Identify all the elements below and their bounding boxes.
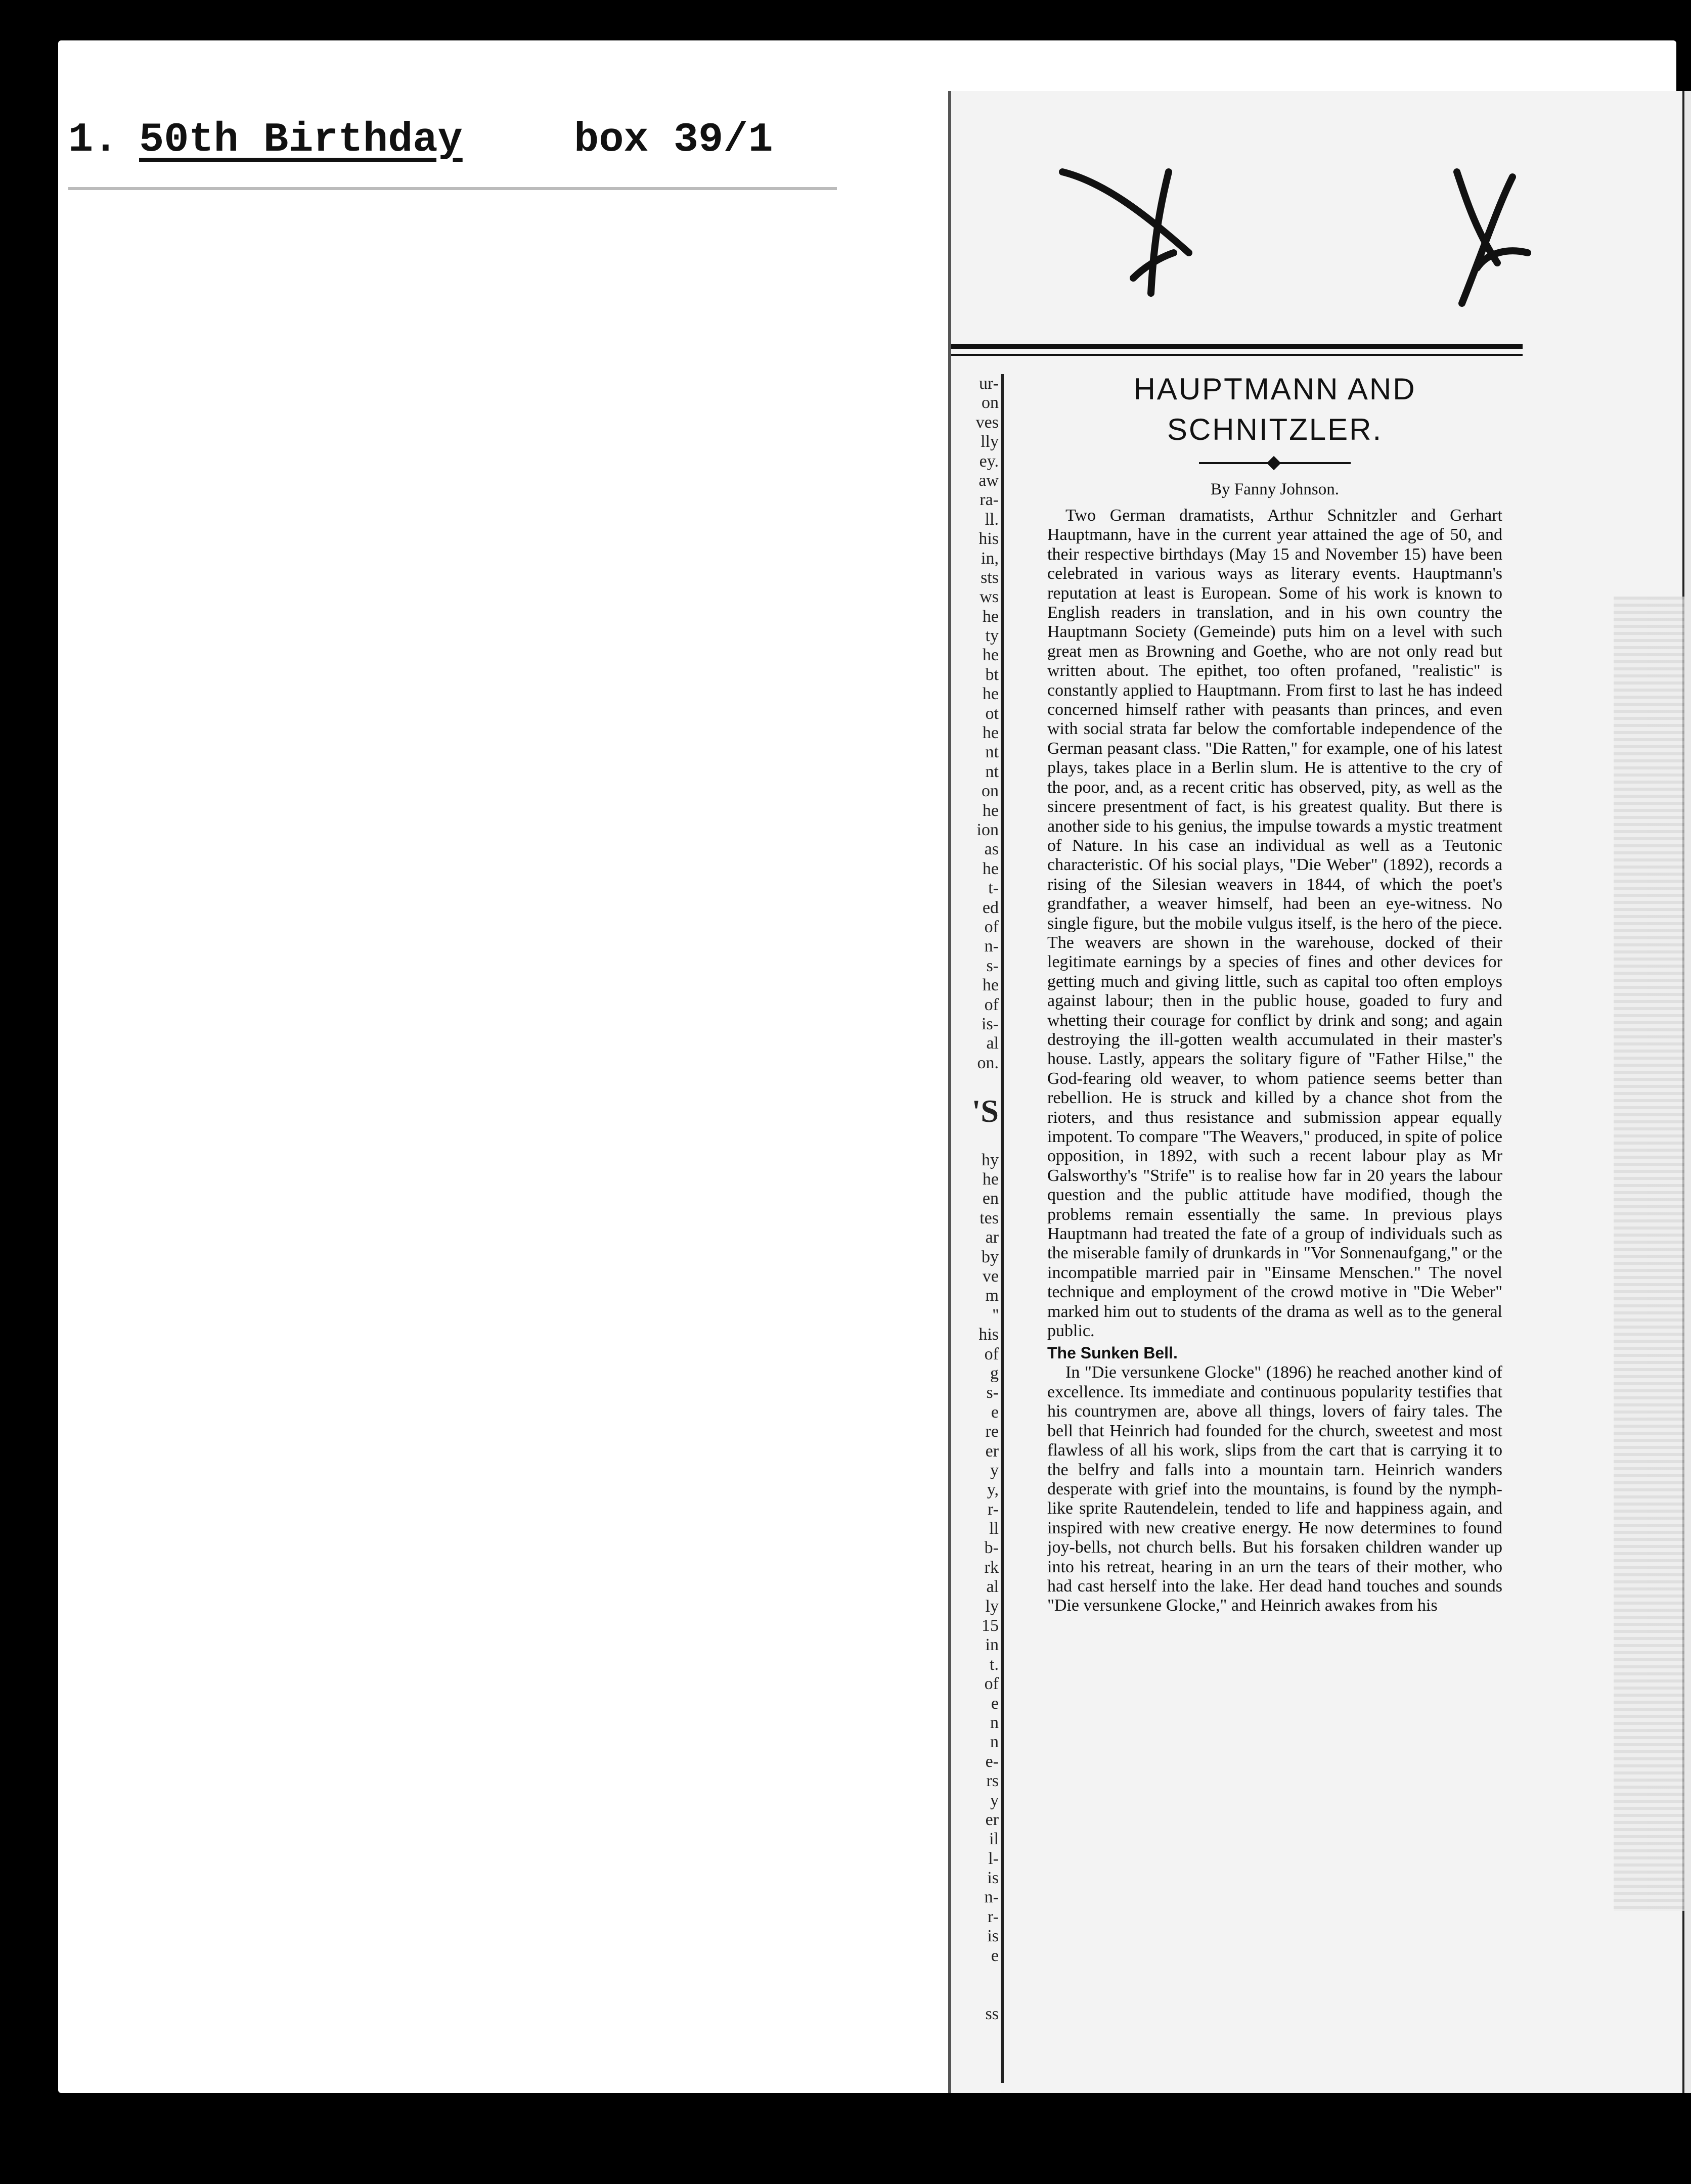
gutter-fragment: m [985,1286,999,1305]
gutter-fragment: y [990,1461,999,1480]
gutter-fragment: b- [984,1538,999,1558]
gutter-fragment: e [991,1402,999,1422]
gutter-fragment: e [991,1694,999,1713]
gutter-fragment: rs [986,1771,999,1791]
gutter-fragment: re [985,1422,999,1441]
gutter-fragment: nt [985,743,999,762]
gutter-fragment: tes [980,1208,999,1227]
label-box-number: box 39/1 [574,116,773,163]
gutter-fragment: rk [984,1558,999,1577]
gutter-fragment: r- [988,1907,999,1926]
gutter-fragment: ey. [979,451,999,471]
gutter-fragment [955,1073,1001,1092]
gutter-fragment: he [982,646,999,665]
gutter-fragment: aw [978,471,999,490]
gutter-fragment: ion [976,820,999,839]
gutter-fragment: on. [977,1053,999,1072]
gutter-fragment: er [985,1441,999,1461]
gutter-fragment: e [991,1946,999,1965]
gutter-fragment: hy [982,1150,999,1169]
gutter-fragment: s- [986,956,999,975]
archive-label [68,116,847,197]
clipping-shadow [1614,597,1684,1911]
x-mark-right-stroke-2 [1462,177,1512,303]
gutter-fragment: ot [985,704,999,723]
gutter-fragment: he [982,976,999,995]
newspaper-clipping [948,91,1691,2093]
gutter-fragment: ll [989,1519,999,1538]
gutter-fragment: he [982,801,999,820]
gutter-fragment: n [990,1733,999,1752]
adjacent-column-fragments [955,374,1004,2083]
article-byline: By Fanny Johnson. [1211,480,1339,498]
gutter-fragment: e- [985,1752,999,1771]
gutter-fragment: n- [984,937,999,956]
gutter-fragment: en [982,1189,999,1208]
article-paragraph: Two German dramatists, Arthur Schnitzler and Gerhart Hauptmann, have in the current year attained the age of 50, and their respective birthdays (May 15 and November 15) have been celebrated in various ways as literary events. Hauptmann's reputation at least is European. Some of his work is known to English readers in translation, and in his own country the Hauptmann Society (Gemeinde) puts him on a level with such great men as Browning and Goethe, who are not only read but written about. The epithet, too often profaned, "realistic" is constantly applied to Hauptmann. From first to last he has indeed concerned himself rather with peasants than princes, and even with social strata far below the comfortable independence of the German peasant class. "Die Ratten," for example, one of his latest plays, takes place in a Berlin slum. He is attentive to the cry of the poor, and, as a recent critic has observed, pity, as well as the sincere presentment of fact, is his greatest quality. But there is another side to his genius, the impulse towards a mystic treatment of Nature. In his case an individual as well as a Teutonic characteristic. Of his social plays, "Die Weber" (1892), records a rising of the Silesian weavers in 1844, of which the poet's grandfather, a weaver himself, had been an eye-witness. No single figure, but the mobile vulgus itself, is the hero of the piece. The weavers are shown in the warehouse, docked of their legitimate earnings by a species of fines and other devices for getting much and giving little, such as capital too often employs against labour; then in the public house, goaded to fury and whetting their courage for conflict by drink and song; and again destroying the ill-gotten wealth accumulated in their master's house. Lastly, appears the solitary figure of "Father Hilse," the God-fearing old weaver, to whom patience seems better than rebellion. He is struck and killed by a chance shot from the rioters, and thus resistance and submission appear equally impotent. To compare "The Weavers," produced, in spite of police opposition, in 1892, with such a recent labour play as Mr Galsworthy's "Strife" is to realise how far in 20 years the labour question and the public attitude have modified, though the problems remain essentially the same. In previous plays Hauptmann had treated the fate of a group of individuals such as the miserable family of drunkards in "Vor Sonnenaufgang," or the incompatible married pair in "Einsame Menschen." The novel technique and employment of the crowd motive in "Die Weber" marked him out to students of the drama as well as to the general public. [1047,506,1502,1341]
gutter-fragment: lly [981,432,999,451]
x-mark-left-stroke-1 [1062,172,1189,253]
gutter-fragment: on [982,782,999,801]
gutter-fragment: ss [985,2004,999,2023]
gutter-fragment: r- [988,1499,999,1519]
gutter-fragment [955,1985,1001,2004]
gutter-fragment: n [990,1713,999,1732]
gutter-fragment: ur- [979,374,999,393]
gutter-fragment: is- [982,1014,999,1033]
article-body [1047,506,1502,1616]
gutter-fragment: 15 [982,1616,999,1635]
gutter-fragment: n- [984,1888,999,1907]
column-top-rule-thin [951,354,1523,356]
gutter-fragment: y [990,1791,999,1810]
gutter-fragment: ws [980,587,999,607]
gutter-fragment: ed [982,898,999,917]
gutter-fragment: his [978,1325,999,1344]
gutter-fragment: al [986,1577,999,1597]
article-subheading: The Sunken Bell. [1047,1344,1178,1362]
gutter-fragment: is [987,1927,999,1946]
gutter-fragment: he [982,1170,999,1189]
gutter-fragment: al [986,1034,999,1053]
gutter-fragment: of [984,1674,999,1694]
column-top-rule [951,344,1523,349]
gutter-fragment: '' [992,1305,999,1325]
gutter-fragment: ra- [980,490,999,510]
gutter-fragment: ar [985,1228,999,1247]
gutter-fragment: his [978,529,999,549]
gutter-fragment: t- [988,879,999,898]
gutter-fragment: by [982,1247,999,1266]
headline-ornament [1199,457,1351,469]
label-title: 50th Birthday [139,116,463,163]
article-headline: HAUPTMANN AND SCHNITZLER. [1133,372,1416,446]
gutter-fragment: il [989,1830,999,1849]
gutter-fragment: g [990,1363,999,1383]
gutter-fragment: er [985,1810,999,1829]
article-paragraph: In "Die versunkene Glocke" (1896) he reached another kind of excellence. Its immediate and continuous popularity testifies that his countrymen are, above all things, lovers of fairy tales. The bell that Heinrich had founded for the church, sweetest and most flawless of all his work, slips from the cart that is carrying it to the belfry and falls into a mountain tarn. Heinrich wanders desperate with grief into the mountains, is found by the nymph-like sprite Rautendelein, tended to life and happiness again, and inspired with new creative energy. He now determines to found joy-bells, not church bells. But his forsaken children wander up into his retreat, hearing in an urn the tears of their mother, who had cast herself into the lake. Her dead hand touches and sounds "Die versunkene Glocke," and Heinrich awakes from his [1047,1363,1502,1615]
archive-sheet [58,40,1676,2093]
gutter-fragment: he [982,723,999,743]
gutter-fragment: ves [975,413,999,432]
gutter-fragment: t. [990,1655,999,1674]
gutter-fragment: sts [981,568,999,587]
gutter-fragment: ly [985,1597,999,1616]
gutter-fragment: nt [985,762,999,781]
gutter-fragment: of [984,1344,999,1363]
gutter-fragment: ty [985,626,999,646]
gutter-fragment: bt [985,665,999,684]
handwritten-x-marks [1042,152,1598,334]
gutter-fragment [955,1966,1001,1985]
gutter-fragment: s- [986,1383,999,1402]
gutter-fragment [955,1131,1001,1150]
gutter-fragment: is [987,1869,999,1888]
gutter-fragment: ll. [985,510,999,529]
gutter-fragment: he [982,859,999,878]
gutter-fragment: he [982,685,999,704]
gutter-fragment: of [984,917,999,936]
gutter-fragment: 'S [971,1093,999,1129]
gutter-fragment: as [984,840,999,859]
gutter-fragment: l- [988,1849,999,1868]
gutter-fragment: in, [981,549,999,568]
label-rule [68,187,837,190]
gutter-fragment: in [985,1635,999,1655]
gutter-fragment: y, [987,1480,999,1499]
gutter-fragment: on [982,393,999,413]
article [1047,364,1502,2093]
gutter-fragment: he [982,607,999,626]
gutter-fragment: ve [982,1266,999,1286]
label-number: 1. [68,116,118,163]
gutter-fragment: of [984,995,999,1014]
